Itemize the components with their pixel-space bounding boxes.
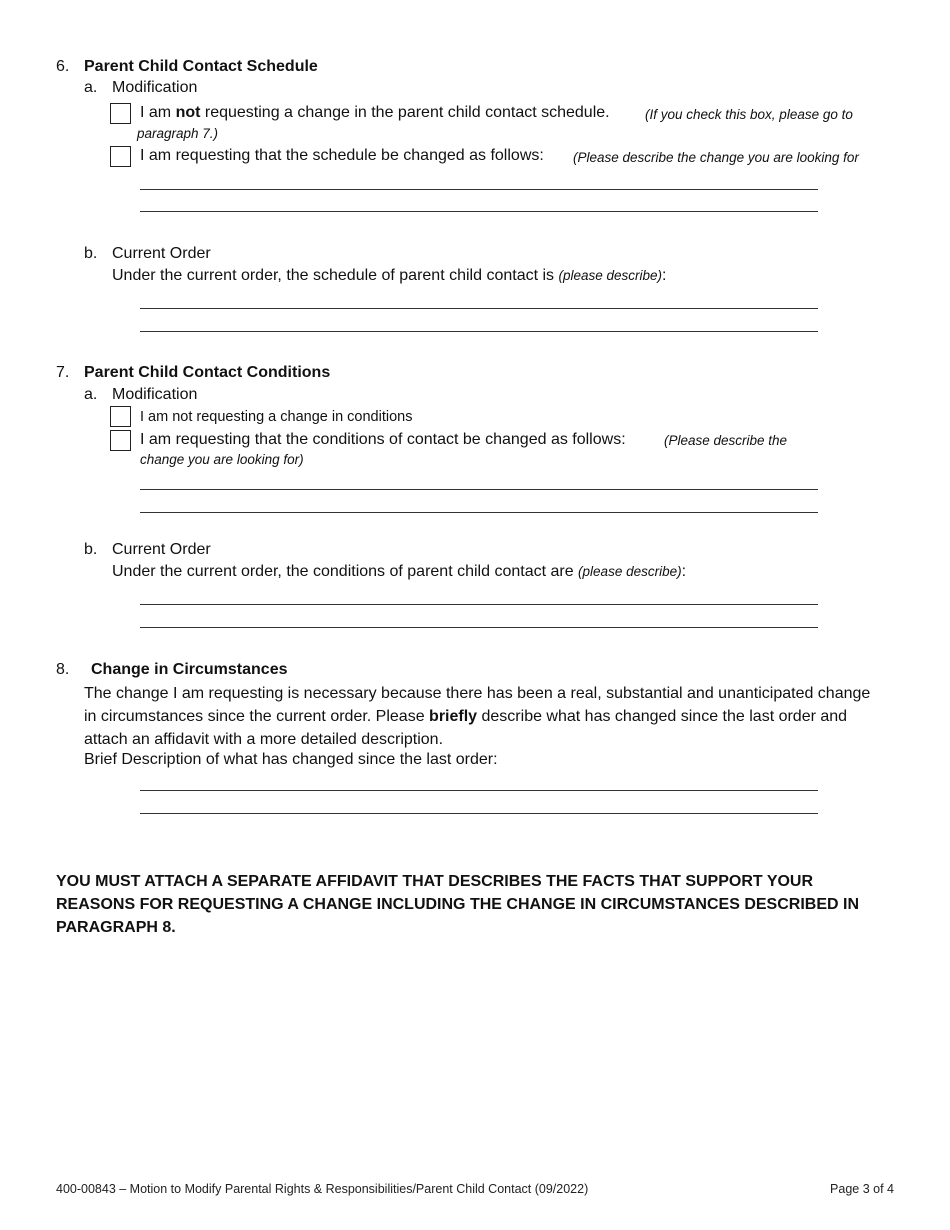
conditions-change-checkbox[interactable] [110,430,131,451]
conditions-change-line-2[interactable] [140,512,818,513]
section-6a-label: a. [84,79,98,96]
section-7-number: 7. [56,364,70,381]
schedule-change-line-2[interactable] [140,211,818,212]
footer-form-id: 400-00843 – Motion to Modify Parental Rights & Responsibilities/Parent Child Contact (09/2022) [56,1182,589,1196]
section-7b-title: Current Order [112,541,211,558]
schedule-no-change-checkbox[interactable] [110,103,131,124]
conditions-change-note-cont: change you are looking for) [140,452,304,467]
schedule-change-note: (Please describe the change you are looking for [573,150,859,165]
section-6a-title: Modification [112,79,198,96]
schedule-no-change-note: (If you check this box, please go to [645,107,853,122]
conditions-change-line-1[interactable] [140,489,818,490]
change-circumstances-paragraph: The change I am requesting is necessary because there has been a real, substantial and unanticipated change in circumstances since the current order. Please briefly describe what has changed since the last order and attach an affidavit with a more detailed description. [84,685,871,748]
schedule-current-line-1[interactable] [140,308,818,309]
section-6-number: 6. [56,58,70,75]
brief-description-line-1[interactable] [140,790,818,791]
section-7-title: Parent Child Contact Conditions [84,364,331,381]
section-7a-label: a. [84,386,98,403]
section-6b-label: b. [84,245,98,262]
brief-description-label: Brief Description of what has changed since the last order: [84,751,498,768]
conditions-current-line-1[interactable] [140,604,818,605]
section-8-number: 8. [56,661,70,678]
section-8-title: Change in Circumstances [91,661,288,678]
schedule-change-checkbox[interactable] [110,146,131,167]
schedule-current-order-text: Under the current order, the schedule of parent child contact is (please describe): [112,267,667,284]
section-6-title: Parent Child Contact Schedule [84,58,318,75]
section-7b-label: b. [84,541,98,558]
conditions-no-change-checkbox[interactable] [110,406,131,427]
conditions-change-note: (Please describe the [664,433,788,448]
schedule-change-line-1[interactable] [140,189,818,190]
footer-page-number: Page 3 of 4 [830,1182,894,1196]
conditions-current-order-text: Under the current order, the conditions of parent child contact are (please describe): [112,563,687,580]
schedule-no-change-note-cont: paragraph 7.) [137,126,219,141]
schedule-no-change-label: I am not requesting a change in the parent child contact schedule. [140,104,610,121]
schedule-change-label: I am requesting that the schedule be changed as follows: [140,147,544,164]
conditions-no-change-label: I am not requesting a change in conditions [140,409,413,425]
conditions-change-label: I am requesting that the conditions of contact be changed as follows: [140,431,626,448]
brief-description-line-2[interactable] [140,813,818,814]
section-7a-title: Modification [112,386,198,403]
affidavit-warning: YOU MUST ATTACH A SEPARATE AFFIDAVIT THAT DESCRIBES THE FACTS THAT SUPPORT YOUR REASONS FOR REQUESTING A CHANGE INCLUDING THE CHANGE IN CIRCUMSTANCES DESCRIBED IN PARAGRAPH 8. [56,873,859,936]
schedule-current-line-2[interactable] [140,331,818,332]
conditions-current-line-2[interactable] [140,627,818,628]
section-6b-title: Current Order [112,245,211,262]
